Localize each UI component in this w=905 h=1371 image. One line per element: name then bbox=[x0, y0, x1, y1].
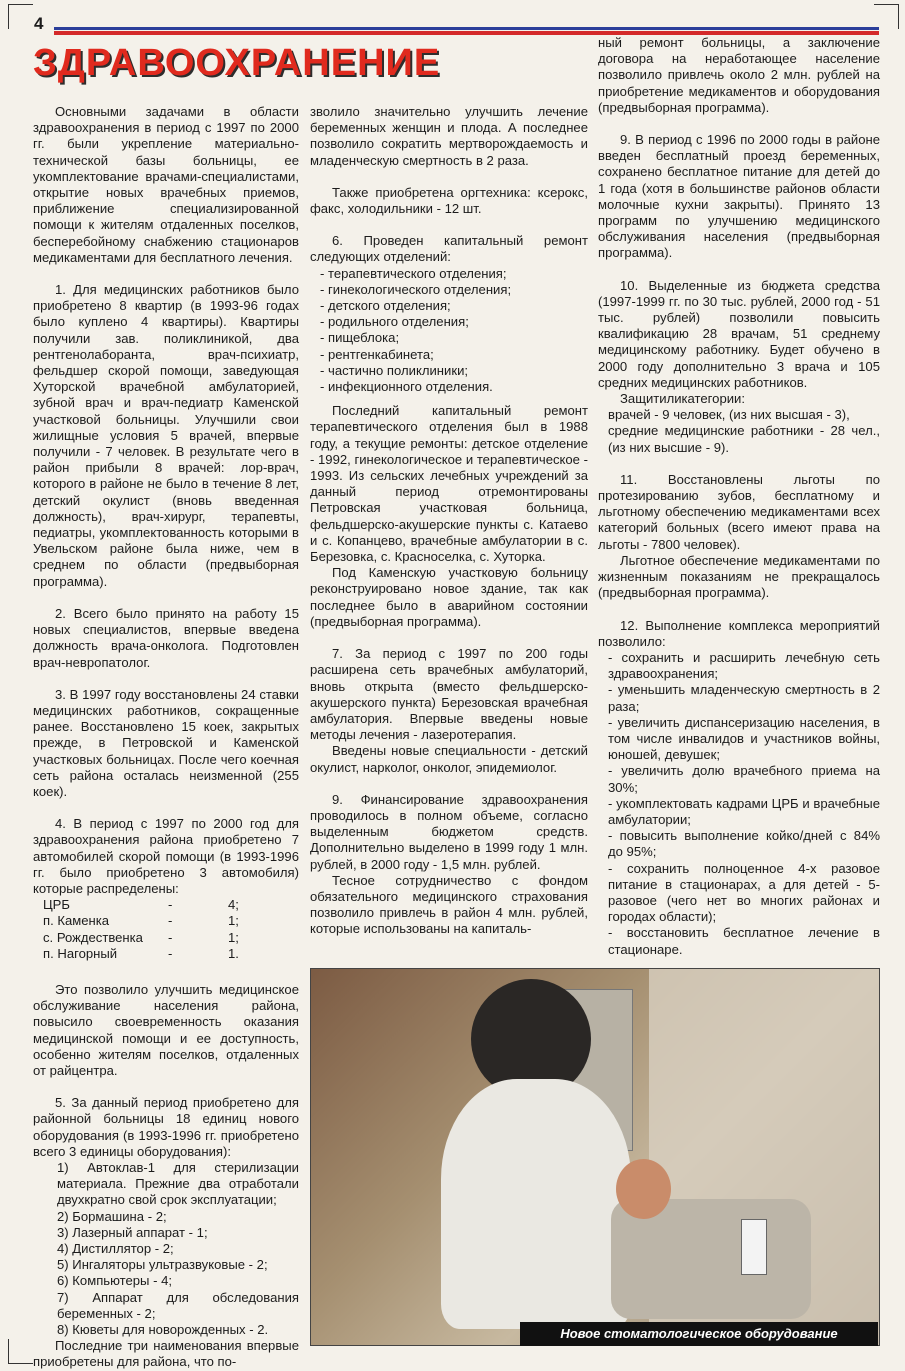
list-item: 2) Бормашина - 2; bbox=[57, 1208, 167, 1224]
paragraph-1: 1. Для медицинских работников было приобретено 8 квартир (в 1993-96 годах было куплено 4 квартиры). Квартиры получили зав. поликлиникой, два рентгенолаборанта, врач-психиатр, фельдшер скорой помощи, заведующая Хуторской врачебной амбулаторией, зубной врач и врач-педиатр Каменской участковой больницы. Улучшили свои жилищные условия 5 врачей, впервые получили - 7 человек. В результате чего в район прибыли 8 врачей: лор-врач, которого в районе не было в течение 8 лет, детский окулист (вновь введенная должность), врач-хирург, терапевты, педиатры, укомплектованность которыми в Увельском районе была ниже, чем в среднем по области (предвыборная программа). bbox=[33, 282, 299, 589]
list-item: - рентгенкабинета; bbox=[320, 346, 434, 362]
dist-dash: - bbox=[168, 913, 173, 929]
photo-dentist bbox=[441, 1079, 631, 1329]
list-item: - терапевтического отделения; bbox=[320, 265, 507, 281]
column-2 bbox=[310, 104, 588, 938]
dist-count: 1. bbox=[228, 945, 239, 961]
list-item: - уменьшить младенческую смертность в 2 раза; bbox=[608, 682, 880, 714]
list-item: 6) Компьютеры - 4; bbox=[57, 1273, 173, 1289]
column-3 bbox=[598, 35, 880, 958]
table-row bbox=[43, 897, 239, 913]
paragraph-9-services: 9. В период с 1996 по 2000 годы в районе введен бесплатный проезд беременных, сохранено бесплатное питание для детей до 1 года (хотя в большинстве районов области молочные кухни закрыты). Принято 13 программ по улучшению медицинского обслуживания населения (предвыборная программа). bbox=[598, 132, 880, 261]
list-item: - восстановить бесплатное лечение в стационаре. bbox=[608, 925, 880, 957]
dist-dash: - bbox=[168, 929, 173, 945]
dist-name: п. Каменка bbox=[43, 913, 110, 929]
paragraph-6b: Последний капитальный ремонт терапевтического отделения был в 1988 году, а текущие ремонты: детское отделение - 1992, гинекологическое и терапевтическое - 1993. Из сельских лечебных учреждений за данный период отремонтированы Петровская участковая больница, фельдшерско-акушерские пункты с. Катаево и с. Копанцево, врачебные амбулатории в с. Березовка, с. Красноселка, с. Хуторка. bbox=[310, 403, 588, 565]
equipment-list bbox=[33, 1160, 299, 1338]
list-item: - родильного отделения; bbox=[320, 314, 469, 330]
section-headline: ЗДРАВООХРАНЕНИЕ bbox=[33, 42, 441, 84]
list-item: - увеличить диспансеризацию населения, в том числе инвалидов и участников войны, юношей, девушек; bbox=[608, 714, 880, 763]
crop-mark-bottom-left bbox=[8, 1339, 33, 1364]
paragraph-12: 12. Выполнение комплекса мероприятий позволило: bbox=[598, 617, 880, 649]
paragraph-2: 2. Всего было принято на работу 15 новых специалистов, впервые введена должность врача-онколога. Подготовлен врач-невропатолог. bbox=[33, 605, 299, 670]
continuation-paragraph: ный ремонт больницы, а заключение договора на неработающее население позволило привлечь около 2 млн. рублей на приобретение медикаментов и оборудования (предвыборная программа). bbox=[598, 35, 880, 115]
photo-caption: Новое стоматологическое оборудование bbox=[520, 1322, 878, 1346]
paragraph-6: 6. Проведен капитальный ремонт следующих отделений: bbox=[310, 233, 588, 265]
dist-name: п. Нагорный bbox=[43, 945, 118, 961]
list-item: 8) Кюветы для новорожденных - 2. bbox=[57, 1322, 269, 1338]
continuation-paragraph: зволило значительно улучшить лечение беременных женщин и плода. А последнее позволило сократить мертворождаемость и младенческую смертность в 2 раза. bbox=[310, 104, 588, 168]
list-item: - сохранить и расширить лечебную сеть здравоохранения; bbox=[608, 649, 880, 682]
paragraph-6c: Под Каменскую участковую больницу реконструировано новое здание, так как последнее было в аварийном состоянии (предвыборная программа). bbox=[310, 565, 588, 629]
list-item: - сохранить полноценное 4-х разовое питание в стационарах, а для детей - 5-разовое (чего нет во многих районах и городах области); bbox=[608, 860, 880, 925]
paragraph-7: 7. За период с 1997 по 200 годы расширена сеть врачебных амбулаторий, вновь открыта (вместо фельдшерско-акушерского пункта) Березовская врачебная амбулатория. Впервые введены новые методы лечения - лазеротерапия. bbox=[310, 646, 588, 743]
paragraph-3: 3. В 1997 году восстановлены 24 ставки медицинских работников, сокращенные ранее. Восстановлено 15 коек, закрытых прежде, в Петровской и Каменской участковых больницах. После чего коечная сеть района осталась неизменной (255 коек). bbox=[33, 686, 299, 799]
column-1 bbox=[33, 104, 299, 1371]
paragraph-4b: Это позволило улучшить медицинское обслуживание населения района, повысило своевременность оказания медицинской помощи и ее доступность, особенно жителям поселков, отдаленных от райцентра. bbox=[33, 981, 299, 1078]
paragraph-5b: Последние три наименования впервые приобретены для района, что по- bbox=[33, 1338, 299, 1370]
qualification-list bbox=[598, 407, 880, 456]
list-item: - повысить выполнение койко/дней с 84% до 95%; bbox=[608, 828, 880, 860]
table-row bbox=[43, 946, 239, 962]
list-item: - частично поликлиники; bbox=[320, 362, 469, 378]
paragraph-4: 4. В период с 1997 по 2000 год для здравоохранения района приобретено 7 автомобилей скорой помощи (в 1993-1996 гг. было приобретено 3 автомобиля) которые распределены: bbox=[33, 816, 299, 896]
dist-count: 1; bbox=[228, 929, 239, 945]
crop-mark-top-left bbox=[8, 4, 33, 29]
list-item: - инфекционного отделения. bbox=[320, 379, 493, 395]
paragraph-5: 5. За данный период приобретено для районной больницы 18 единиц нового оборудования (в 1993-1996 гг. приобретено всего 3 единицы оборудования): bbox=[33, 1095, 299, 1159]
crop-mark-top-right bbox=[874, 4, 899, 29]
dist-name: с. Рождественка bbox=[43, 929, 143, 945]
list-item: - пищеблока; bbox=[320, 330, 400, 346]
list-item: врачей - 9 человек, (из них высшая - 3), bbox=[608, 407, 850, 423]
paragraph-9: 9. Финансирование здравоохранения проводилось в полном объеме, согласно выделенным бюджетом средств. Дополнительно выделено в 1999 году 1 млн. рублей, в 2000 году - 1,5 млн. рублей. bbox=[310, 791, 588, 872]
paragraph-11b: Льготное обеспечение медикаментами по жизненным показаниям не прекращалось (предвыборная программа). bbox=[598, 552, 880, 601]
list-item: средние медицинские работники - 28 чел., (из них высшие - 9). bbox=[608, 423, 880, 455]
paragraph-9b: Тесное сотрудничество с фондом обязательного медицинского страхования позволило привлечь в район 4 млн. рублей, которые использованы на капиталь- bbox=[310, 872, 588, 937]
intro-paragraph: Основными задачами в области здравоохранения в период с 1997 по 2000 гг. были укрепление материально-технической базы больницы, ее укомплектование врачами-специалистами, открытие новых врачебных приемов, приближение специализированной помощи к жителям отдаленных поселков, бесперебойному снабжению стационаров медикаментами для бесплатного лечения. bbox=[33, 104, 299, 265]
paragraph-7b: Введены новые специальности - детский окулист, нарколог, онколог, эпидемиолог. bbox=[310, 743, 588, 775]
dist-count: 1; bbox=[228, 913, 239, 929]
dist-name: ЦРБ bbox=[43, 897, 71, 913]
table-row bbox=[43, 930, 239, 946]
paragraph-10: 10. Выделенные из бюджета средства (1997-1999 гг. по 30 тыс. рублей, 2000 год - 51 тыс. рублей) позволили повысить квалификацию 28 врачам, 51 среднему медицинскому работнику. Будет обучено в 2000 году дополнительно 3 врача и 105 средних медицинских работников. bbox=[598, 277, 880, 390]
list-item: 4) Дистиллятор - 2; bbox=[57, 1241, 174, 1256]
paragraph-11: 11. Восстановлены льготы по протезированию зубов, бесплатному и льготному обеспечению медикаментами всех категорий больных (всего имеют права на льготы - 7800 человек). bbox=[598, 471, 880, 552]
header-rule-blue bbox=[54, 27, 879, 30]
list-item: 3) Лазерный аппарат - 1; bbox=[57, 1224, 208, 1240]
qualification-title: Защитиликатегории: bbox=[620, 391, 746, 407]
photo-bottle bbox=[741, 1219, 767, 1275]
list-item: - увеличить долю врачебного приема на 30%; bbox=[608, 763, 880, 795]
list-item: 5) Ингаляторы ультразвуковые - 2; bbox=[57, 1257, 268, 1273]
dental-equipment-photo bbox=[310, 968, 880, 1346]
results-list bbox=[598, 650, 880, 958]
list-item: 1) Автоклав-1 для стерилизации материала. Прежние два отработали двухкратно свой срок эксплуатации; bbox=[57, 1159, 299, 1208]
photo-patient bbox=[616, 1159, 671, 1219]
dist-dash: - bbox=[168, 897, 173, 913]
ambulance-distribution-table bbox=[43, 897, 239, 962]
departments-list bbox=[310, 266, 588, 396]
dist-dash: - bbox=[168, 945, 173, 961]
list-item: - детского отделения; bbox=[320, 298, 451, 314]
list-item: - укомплектовать кадрами ЦРБ и врачебные амбулатории; bbox=[608, 795, 880, 827]
dist-count: 4; bbox=[228, 897, 239, 913]
page-number: 4 bbox=[34, 14, 44, 33]
table-row bbox=[43, 913, 239, 929]
list-item: 7) Аппарат для обследования беременных - 2; bbox=[57, 1289, 299, 1321]
list-item: - гинекологического отделения; bbox=[320, 281, 512, 297]
office-equipment-paragraph: Также приобретена оргтехника: ксерокс, факс, холодильники - 12 шт. bbox=[310, 184, 588, 217]
